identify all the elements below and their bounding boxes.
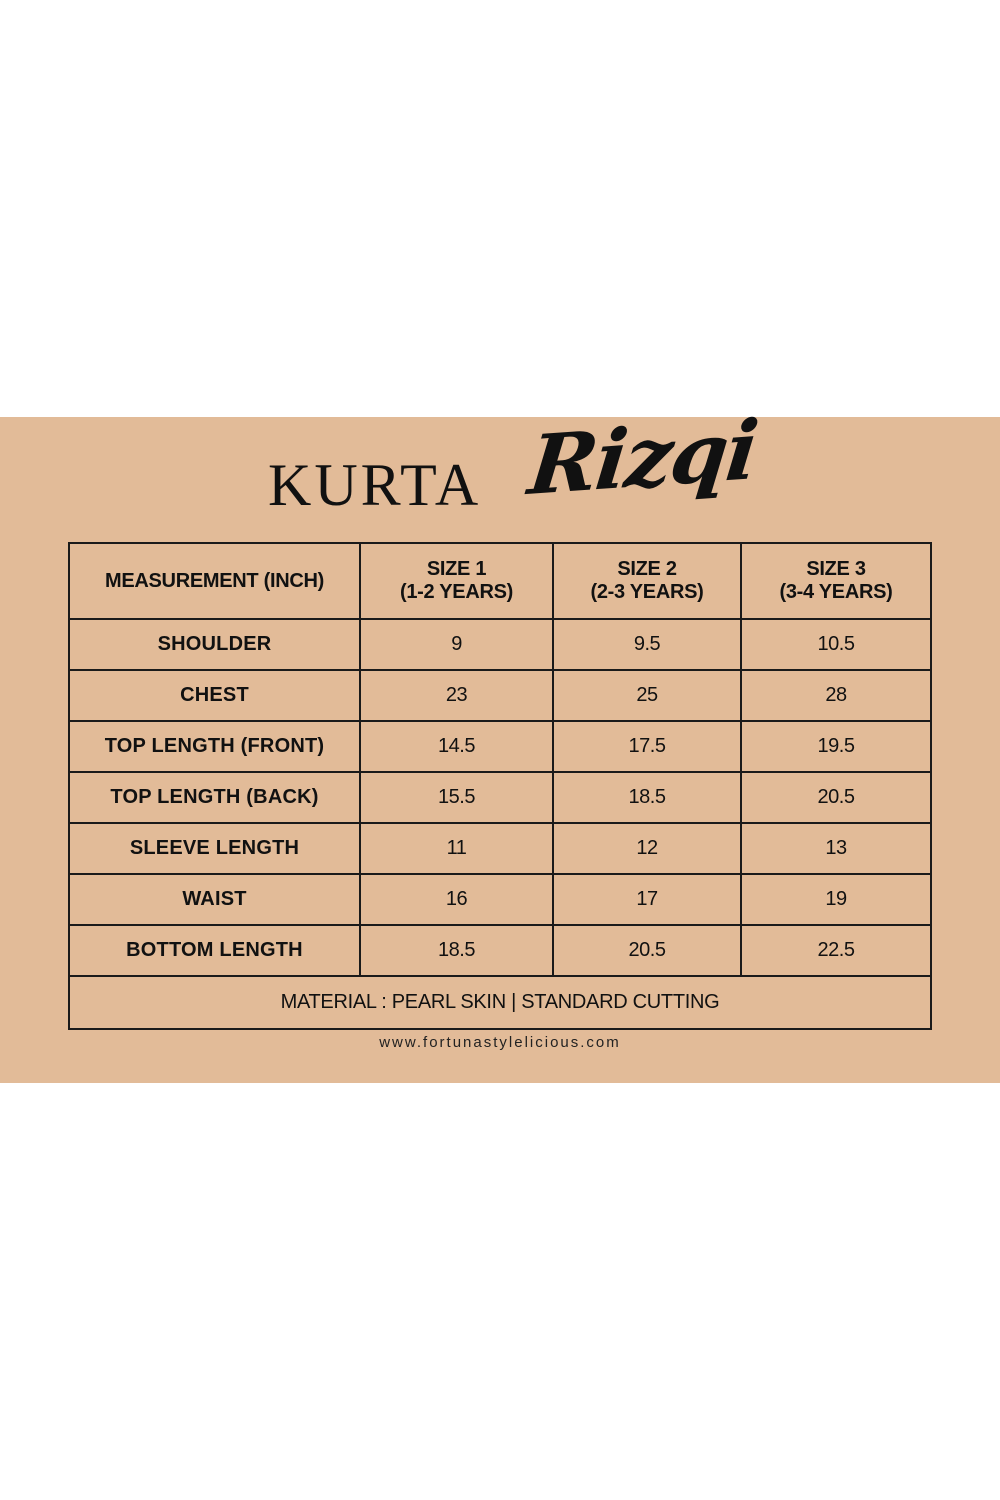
table-header-row [69, 543, 931, 619]
header-size-2-age: (2-3 YEARS) [590, 581, 704, 603]
header-size-2-label: SIZE 2 [617, 558, 677, 580]
cell-size-1: 18.5 [360, 925, 553, 976]
size-chart-panel [0, 402, 1000, 1083]
header-size-2 [553, 543, 741, 619]
table-row [69, 772, 931, 823]
row-label: TOP LENGTH (BACK) [69, 772, 360, 823]
row-label: SLEEVE LENGTH [69, 823, 360, 874]
row-label: BOTTOM LENGTH [69, 925, 360, 976]
table-row [69, 823, 931, 874]
header-size-3-age: (3-4 YEARS) [779, 581, 893, 603]
cell-size-2: 17 [553, 874, 741, 925]
title-row [0, 402, 1000, 542]
header-size-3-label: SIZE 3 [806, 558, 866, 580]
cell-size-1: 16 [360, 874, 553, 925]
cell-size-1: 23 [360, 670, 553, 721]
cell-size-2: 17.5 [553, 721, 741, 772]
cell-size-3: 13 [741, 823, 931, 874]
material-note: MATERIAL : PEARL SKIN | STANDARD CUTTING [69, 976, 931, 1029]
header-size-3 [741, 543, 931, 619]
cell-size-1: 15.5 [360, 772, 553, 823]
table-footer-row [69, 976, 931, 1029]
table-row [69, 874, 931, 925]
header-size-1-age: (1-2 YEARS) [399, 581, 514, 603]
cell-size-3: 28 [741, 670, 931, 721]
cell-size-3: 10.5 [741, 619, 931, 670]
website-url: www.fortunastylelicious.com [379, 1034, 621, 1051]
row-label: WAIST [69, 874, 360, 925]
table-row [69, 619, 931, 670]
table-row [69, 721, 931, 772]
cell-size-2: 25 [553, 670, 741, 721]
cell-size-2: 18.5 [553, 772, 741, 823]
cell-size-1: 14.5 [360, 721, 553, 772]
row-label: TOP LENGTH (FRONT) [69, 721, 360, 772]
header-size-1 [360, 543, 553, 619]
title-kurta: KURTA [268, 452, 482, 518]
cell-size-3: 19.5 [741, 721, 931, 772]
table-row [69, 925, 931, 976]
cell-size-3: 19 [741, 874, 931, 925]
cell-size-2: 12 [553, 823, 741, 874]
cell-size-1: 9 [360, 619, 553, 670]
row-label: CHEST [69, 670, 360, 721]
cell-size-1: 11 [360, 823, 553, 874]
row-label: SHOULDER [69, 619, 360, 670]
title-script-logo: Rizqi [524, 402, 762, 514]
header-size-1-label: SIZE 1 [426, 558, 487, 580]
cell-size-2: 9.5 [553, 619, 741, 670]
cell-size-3: 20.5 [741, 772, 931, 823]
table-row [69, 670, 931, 721]
size-chart-table [68, 542, 932, 1030]
cell-size-3: 22.5 [741, 925, 931, 976]
cell-size-2: 20.5 [553, 925, 741, 976]
header-measurement: MEASUREMENT (INCH) [69, 543, 360, 619]
